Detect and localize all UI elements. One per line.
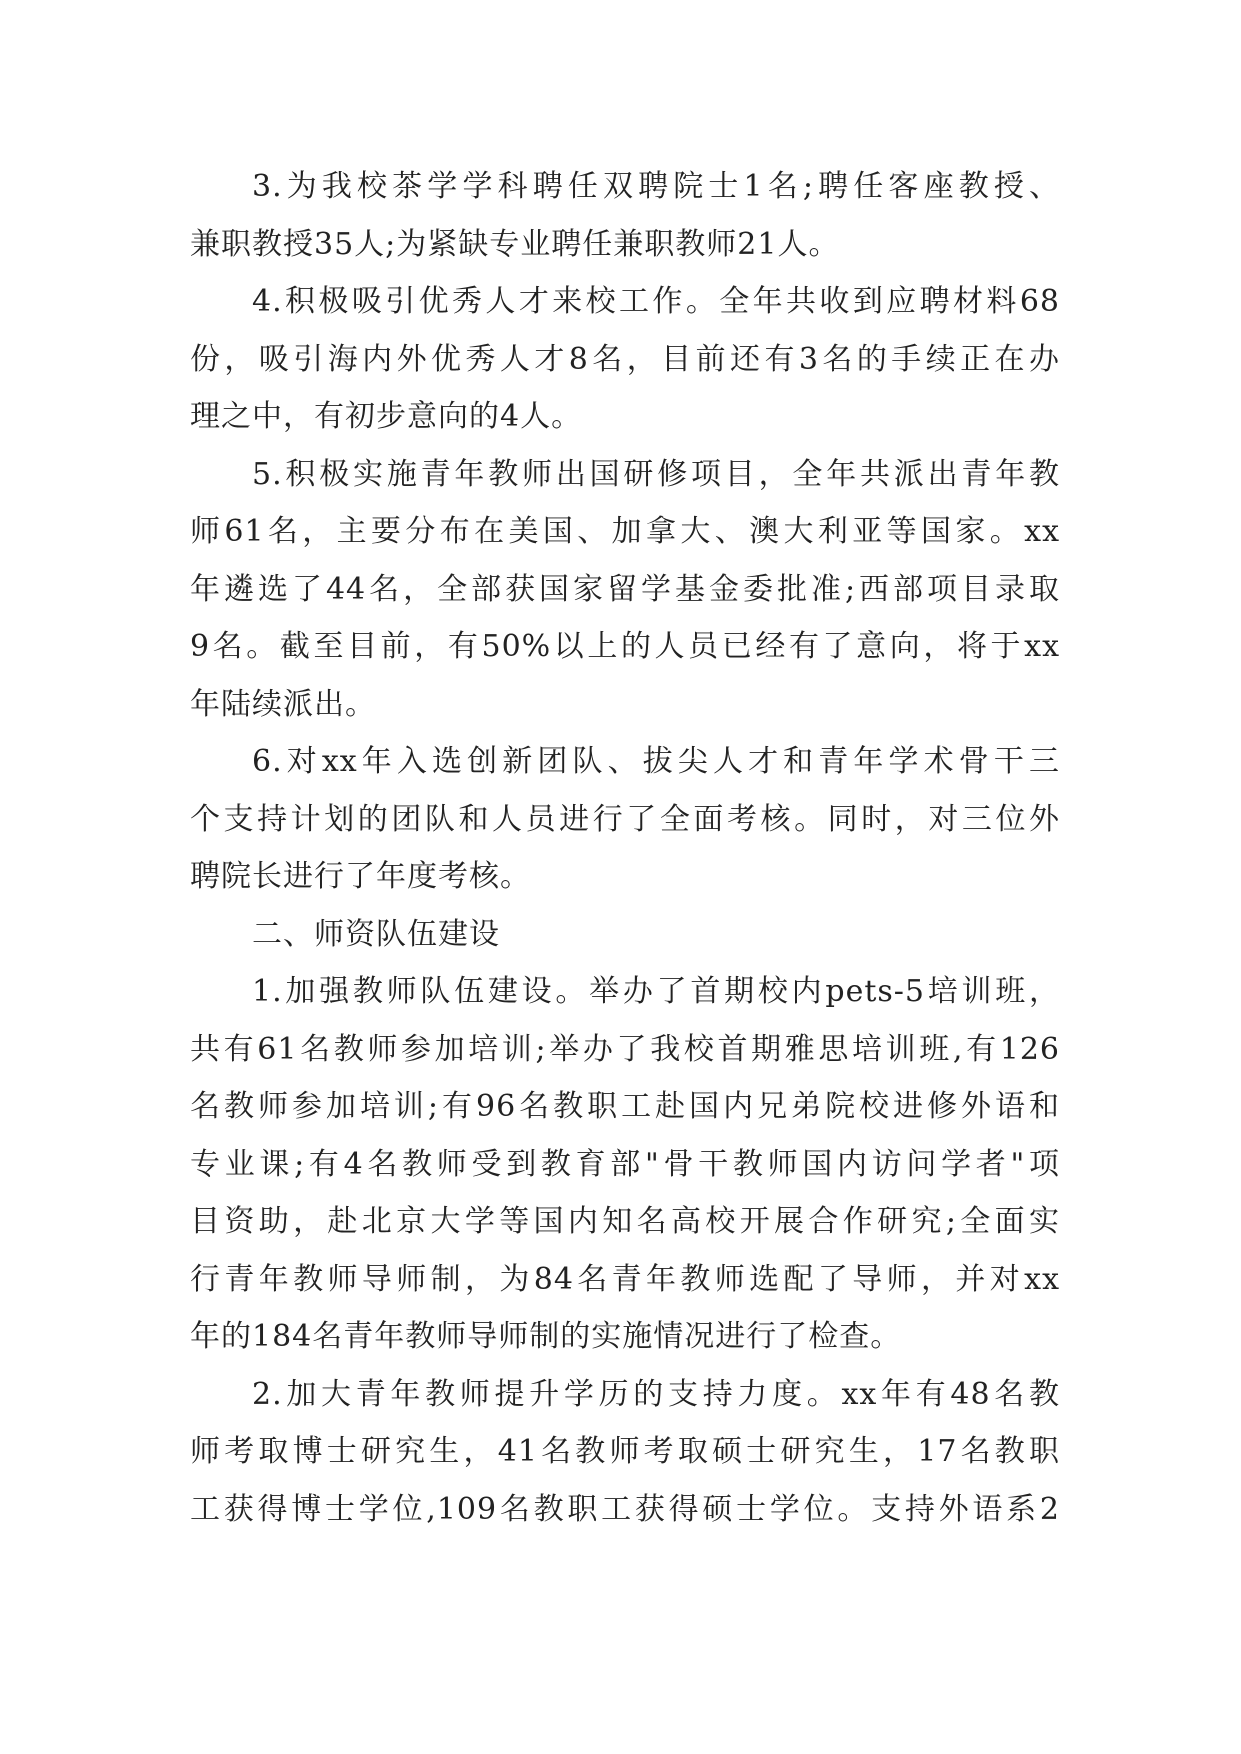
text-line: 6.对xx年入选创新团队、拔尖人才和青年学术骨干三 (252, 744, 1060, 779)
text-line: 二、师资队伍建设 (252, 916, 500, 952)
text-line: 目资助，赴北京大学等国内知名高校开展合作研究;全面实 (190, 1204, 1060, 1239)
document-body (190, 158, 1060, 1538)
text-line: 2.加大青年教师提升学历的支持力度。xx年有48名教 (252, 1376, 1060, 1412)
text-line: 行青年教师导师制，为84名青年教师选配了导师，并对xx (190, 1261, 1060, 1297)
text-line: 年遴选了44名，全部获国家留学基金委批准;西部项目录取 (190, 571, 1060, 607)
text-line: 共有61名教师参加培训;举办了我校首期雅思培训班,有126 (190, 1031, 1060, 1067)
text-line: 年的184名青年教师导师制的实施情况进行了检查。 (190, 1319, 902, 1354)
text-line: 个支持计划的团队和人员进行了全面考核。同时，对三位外 (190, 801, 1060, 837)
text-line: 3.为我校茶学学科聘任双聘院士1名;聘任客座教授、 (252, 169, 1060, 204)
text-line: 师61名，主要分布在美国、加拿大、澳大利亚等国家。xx (190, 514, 1060, 549)
text-line: 聘院长进行了年度考核。 (190, 859, 531, 894)
text-line: 理之中，有初步意向的4人。 (190, 399, 583, 434)
text-line: 兼职教授35人;为紧缺专业聘任兼职教师21人。 (190, 226, 840, 262)
text-line: 份，吸引海内外优秀人才8名，目前还有3名的手续正在办 (190, 341, 1060, 377)
text-line: 名教师参加培训;有96名教职工赴国内兄弟院校进修外语和 (190, 1089, 1060, 1124)
text-line: 工获得博士学位,109名教职工获得硕士学位。支持外语系2 (190, 1491, 1060, 1527)
text-line: 专业课;有4名教师受到教育部"骨干教师国内访问学者"项 (190, 1146, 1060, 1182)
text-line: 9名。截至目前，有50%以上的人员已经有了意向，将于xx (190, 629, 1060, 664)
text-line: 4.积极吸引优秀人才来校工作。全年共收到应聘材料68 (252, 284, 1060, 319)
text-line: 年陆续派出。 (190, 686, 376, 722)
text-line: 1.加强教师队伍建设。举办了首期校内pets-5培训班， (252, 974, 1060, 1009)
text-line: 5.积极实施青年教师出国研修项目，全年共派出青年教 (252, 456, 1060, 492)
text-line: 师考取博士研究生，41名教师考取硕士研究生，17名教职 (190, 1434, 1060, 1469)
